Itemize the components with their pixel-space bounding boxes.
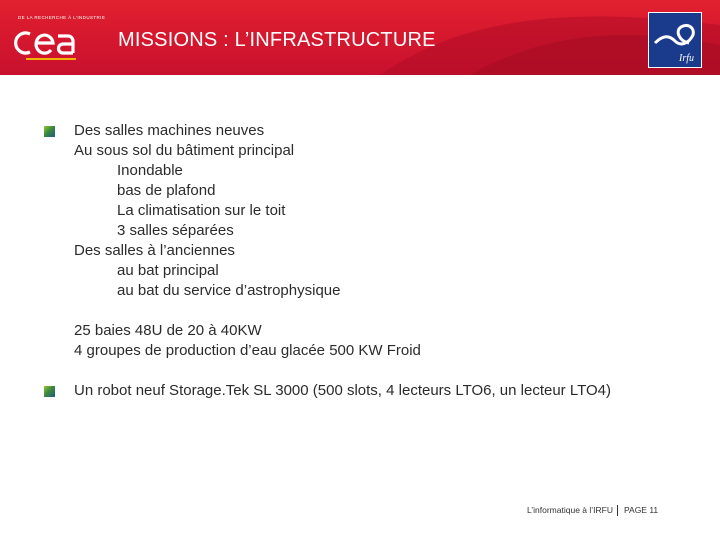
footer-separator	[617, 505, 618, 516]
cea-tagline: DE LA RECHERCHE À L'INDUSTRIE	[18, 15, 106, 20]
body-subline: au bat du service d’astrophysique	[117, 282, 341, 299]
cea-logo	[14, 22, 76, 62]
body-line: Des salles à l’anciennes	[74, 242, 235, 259]
irfu-logo	[648, 12, 702, 68]
footer-source: L’informatique à l’IRFU	[527, 505, 613, 515]
body-subline: au bat principal	[117, 262, 219, 279]
body-subline: La climatisation sur le toit	[117, 202, 286, 219]
irfu-logo-text: Irfu	[679, 53, 694, 64]
body-subline: Inondable	[117, 162, 183, 179]
body-line: 25 baies 48U de 20 à 40KW	[74, 322, 262, 339]
slide-title: MISSIONS : L’INFRASTRUCTURE	[118, 29, 436, 51]
body-subline: 3 salles séparées	[117, 222, 234, 239]
page-number: PAGE 11	[623, 505, 659, 515]
bullet-icon	[44, 126, 55, 137]
slide-header	[0, 0, 720, 75]
slide-footer	[527, 505, 658, 516]
body-line: Au sous sol du bâtiment principal	[74, 142, 295, 159]
body-line: 4 groupes de production d’eau glacée 500 KW Froid	[74, 342, 421, 359]
body-line: Des salles machines neuves	[74, 122, 265, 139]
body-subline: bas de plafond	[117, 182, 216, 199]
body-line: Un robot neuf Storage.Tek SL 3000 (500 slots, 4 lecteurs LTO6, un lecteur LTO4)	[74, 382, 611, 399]
bullet-icon	[44, 386, 55, 397]
